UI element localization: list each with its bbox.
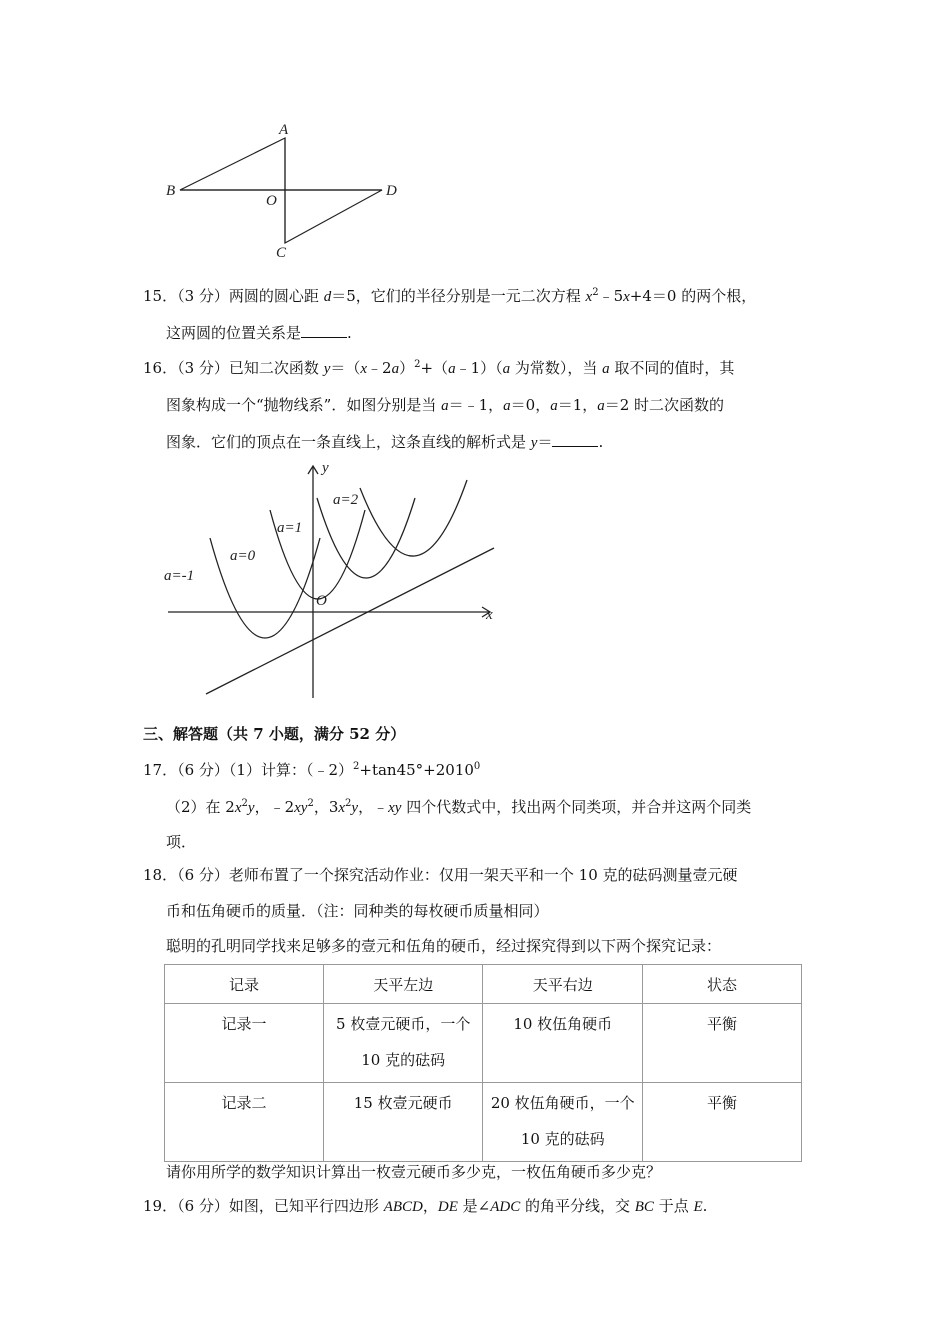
- q17-var: x: [338, 800, 346, 816]
- cell-text: 15 枚壹元硬币: [353, 1094, 453, 1112]
- cell-text: 记录一: [221, 1015, 267, 1033]
- table-header: 天平左边: [323, 965, 483, 1004]
- q17-text: （1）计算：（﹣2）: [228, 761, 353, 779]
- q15-text: ＝5，它们的半径分别是一元二次方程: [331, 287, 586, 305]
- q17-exponent: 2: [241, 798, 248, 809]
- q18-number: 18．: [143, 866, 178, 884]
- q16-var: y: [530, 435, 538, 451]
- label-a-1: a=1: [277, 520, 303, 536]
- label-x: x: [486, 607, 493, 623]
- q19-number: 19．: [143, 1197, 178, 1215]
- q15-exponent: 2: [592, 287, 599, 298]
- q17-line3: 项．: [166, 833, 197, 851]
- table-cell: [165, 1083, 324, 1162]
- rhombus-figure: [160, 120, 410, 262]
- label-o: O: [266, 193, 277, 209]
- q15-answer-blank[interactable]: [301, 323, 347, 338]
- cell-text: 平衡: [707, 1094, 738, 1112]
- q15-var-x: x: [623, 289, 630, 305]
- cell-text: 记录二: [221, 1094, 267, 1112]
- q19-var: DE: [437, 1199, 458, 1215]
- q15-period: .: [347, 324, 352, 342]
- q16-answer-blank[interactable]: [552, 432, 598, 447]
- parabola-figure: [160, 458, 505, 700]
- q17-exponent: 2: [353, 761, 360, 772]
- q17-var: xy: [388, 800, 402, 816]
- table-cell: [323, 1083, 483, 1162]
- q16-text: ﹣2: [367, 359, 392, 377]
- cell-text: 20 枚伍角硬币，一个: [490, 1094, 635, 1112]
- q16-var: a: [597, 398, 605, 414]
- q19-var: ADC: [490, 1199, 521, 1215]
- table-row: [165, 1004, 802, 1083]
- label-a: A: [279, 122, 289, 138]
- q15-score: （3 分）: [177, 287, 229, 305]
- cell-text: 10 克的砝码: [361, 1051, 446, 1069]
- q18-line2: 币和伍角硬币的质量．（注：同种类的每枚硬币质量相同）: [166, 902, 549, 920]
- q19-text: ，: [422, 1197, 438, 1215]
- q16-var: a: [502, 361, 511, 377]
- table-cell: [165, 1004, 324, 1083]
- q16-text: ＝: [537, 433, 553, 451]
- q16-var: a: [503, 398, 511, 414]
- q19-var: BC: [634, 1199, 654, 1215]
- table-cell: [643, 1083, 802, 1162]
- q19-text: 的角平分线，交: [520, 1197, 635, 1215]
- q17-number: 17．: [143, 761, 178, 779]
- table-cell: [643, 1004, 802, 1083]
- label-c: C: [276, 245, 287, 261]
- parabola-a-2: [360, 480, 467, 556]
- q16-var: a: [391, 361, 400, 377]
- q17-var: xy: [294, 800, 308, 816]
- q19-var: ABCD: [383, 1199, 423, 1215]
- q16-line1: [143, 358, 734, 379]
- label-a-2: a=2: [333, 492, 359, 508]
- q16-score: （3 分）: [177, 359, 229, 377]
- q19-var: E: [693, 1199, 703, 1215]
- q16-var: a: [550, 398, 558, 414]
- q17-text: +tan45°+2010: [359, 761, 474, 779]
- q19-text: 是∠: [457, 1197, 491, 1215]
- q15-var-d: d: [323, 289, 332, 305]
- cell-text: 平衡: [707, 1015, 738, 1033]
- q16-number: 16．: [143, 359, 178, 377]
- q16-var: x: [360, 361, 368, 377]
- table-cell: [483, 1004, 643, 1083]
- parabola-a-1: [317, 498, 415, 578]
- q16-exponent: 2: [414, 359, 421, 370]
- q18-question: 请你用所学的数学知识计算出一枚壹元硬币多少克，一枚伍角硬币多少克？: [166, 1163, 662, 1181]
- cell-text: 5 枚壹元硬币，一个: [336, 1015, 471, 1033]
- q17-text: ，﹣2: [254, 798, 295, 816]
- q16-text: ＝﹣1，: [448, 396, 504, 414]
- q19-text: 如图，已知平行四边形: [228, 1197, 384, 1215]
- label-a-minus-1: a=-1: [164, 568, 195, 584]
- label-b: B: [166, 183, 176, 199]
- q19-text: .: [702, 1197, 708, 1215]
- q18-text: 老师布置了一个探究活动作业：仅用一架天平和一个 10 克的砝码测量壹元硬: [228, 866, 738, 884]
- table-header: 记录: [165, 965, 324, 1004]
- q16-text: 图象．它们的顶点在一条直线上，这条直线的解析式是: [166, 433, 531, 451]
- q16-var: a: [441, 398, 449, 414]
- table-cell: [323, 1004, 483, 1083]
- cell-text: 10 枚伍角硬币: [513, 1015, 613, 1033]
- q16-text: +（: [420, 359, 449, 377]
- q17-line1: [143, 760, 480, 780]
- q17-var: y: [247, 800, 255, 816]
- q17-exponent: 2: [307, 798, 314, 809]
- table-header-row: [165, 965, 802, 1004]
- q15-text: +4＝0 的两个根，: [629, 287, 757, 305]
- q18-score: （6 分）: [177, 866, 229, 884]
- q15-var-x: x: [585, 289, 593, 305]
- q16-text: ）: [399, 359, 415, 377]
- q15-text: 这两圆的位置关系是: [166, 324, 302, 342]
- q17-exponent: 2: [345, 798, 352, 809]
- label-a-0: a=0: [230, 548, 256, 564]
- q16-line3: [166, 432, 603, 453]
- record-table: [164, 964, 802, 1162]
- q15-text: 两圆的圆心距: [228, 287, 324, 305]
- q19-text: 于点: [653, 1197, 694, 1215]
- q16-text: 已知二次函数: [228, 359, 324, 377]
- q19-score: （6 分）: [177, 1197, 229, 1215]
- q18-line1: [143, 865, 738, 885]
- q17-exponent: 0: [473, 761, 481, 772]
- table-cell: [483, 1083, 643, 1162]
- q16-period: .: [598, 433, 604, 451]
- q16-text: ＝2 时二次函数的: [604, 396, 725, 414]
- q17-var: y: [351, 800, 359, 816]
- label-origin: O: [316, 593, 327, 609]
- table-row: [165, 1083, 802, 1162]
- q17-text: （2）在 2: [166, 798, 235, 816]
- q16-text: ﹣1）（: [455, 359, 503, 377]
- q17-score: （6 分）: [177, 761, 229, 779]
- table-header: 状态: [643, 965, 802, 1004]
- q16-text: 取不同的值时，其: [609, 359, 735, 377]
- parabola-a-minus-1: [210, 538, 320, 638]
- q16-var: a: [602, 361, 610, 377]
- q16-text: ＝（: [330, 359, 361, 377]
- q16-line2: [166, 395, 724, 416]
- q17-line2: [166, 797, 751, 818]
- q19-line1: [143, 1196, 707, 1217]
- q15-line1: [143, 286, 756, 307]
- label-y: y: [322, 460, 329, 476]
- q16-var: a: [448, 361, 456, 377]
- q17-text: 四个代数式中，找出两个同类项，并合并这两个同类: [401, 798, 752, 816]
- table-header: 天平右边: [483, 965, 643, 1004]
- q16-text: ＝1，: [557, 396, 598, 414]
- q16-text: ＝0，: [510, 396, 551, 414]
- q15-line2: [166, 323, 352, 343]
- q17-text: ，3: [313, 798, 339, 816]
- q15-text: ﹣5: [598, 287, 624, 305]
- label-d: D: [386, 183, 397, 199]
- q15-number: 15．: [143, 287, 178, 305]
- q16-var: y: [323, 361, 331, 377]
- cell-text: 10 克的砝码: [520, 1130, 605, 1148]
- q17-text: ，﹣: [358, 798, 389, 816]
- q16-text: 图象构成一个“抛物线系”．如图分别是当: [166, 396, 442, 414]
- q18-line3: 聪明的孔明同学找来足够多的壹元和伍角的硬币，经过探究得到以下两个探究记录：: [166, 937, 722, 955]
- section3-heading: 三、解答题（共 7 小题，满分 52 分）: [143, 725, 406, 743]
- q16-text: 为常数），当: [510, 359, 603, 377]
- q17-var: x: [234, 800, 242, 816]
